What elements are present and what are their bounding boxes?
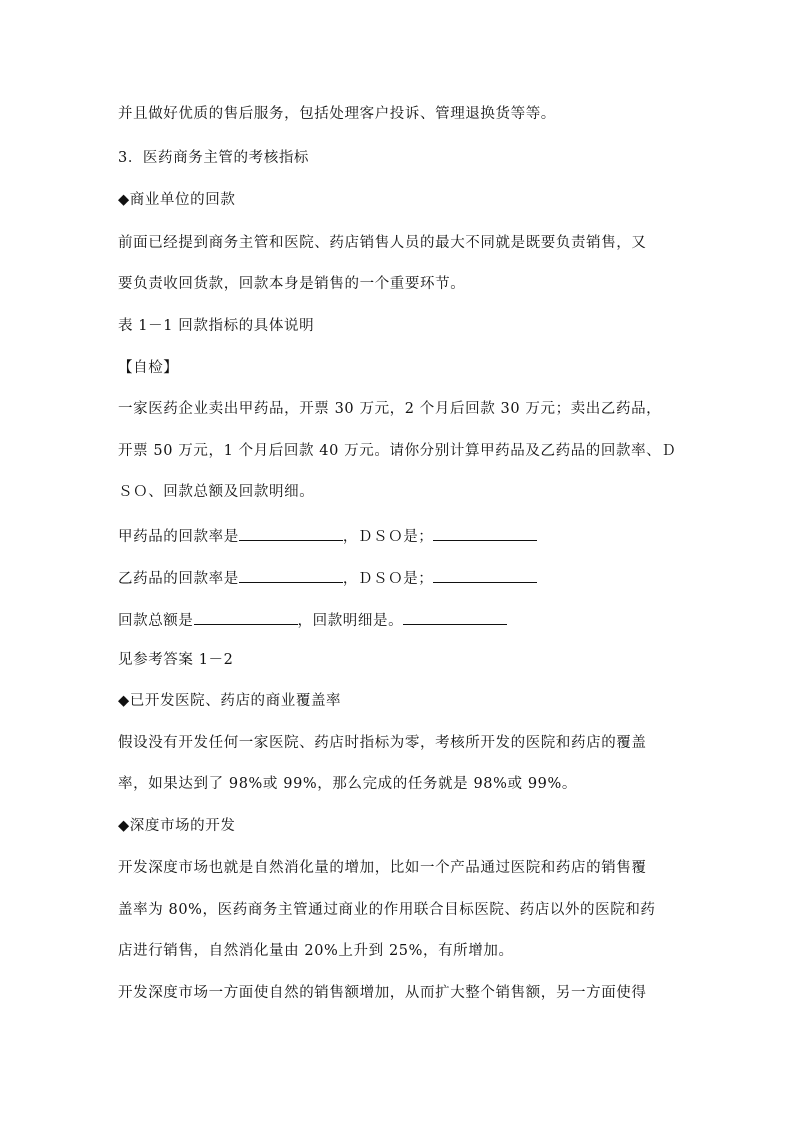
paragraph-line: 开票 50 万元，1 个月后回款 40 万元。请你分别计算甲药品及乙药品的回款率、Ｄ xyxy=(118,443,677,459)
fill-in-question xyxy=(118,566,537,589)
paragraph-line: 率，如果达到了 98%或 99%，那么完成的任务就是 98%或 99%。 xyxy=(118,776,577,792)
paragraph-line: ＳＯ、回款总额及回款明细。 xyxy=(118,484,315,500)
question-text: ，ＤＳＯ是； xyxy=(342,571,434,587)
fill-in-question xyxy=(118,608,507,631)
paragraph-line: 假设没有开发任何一家医院、药店时指标为零，考核所开发的医院和药店的覆盖 xyxy=(118,735,647,751)
question-text: ，回款明细是。 xyxy=(297,613,404,629)
bullet-heading: ◆深度市场的开发 xyxy=(118,818,236,834)
question-text: 回款总额是 xyxy=(118,613,194,629)
paragraph-line: 前面已经提到商务主管和医院、药店销售人员的最大不同就是既要负责销售，又 xyxy=(118,235,647,251)
bullet-heading: ◆已开发医院、药店的商业覆盖率 xyxy=(118,693,342,709)
bullet-heading: ◆商业单位的回款 xyxy=(118,192,236,208)
paragraph-line: 店进行销售，自然消化量由 20%上升到 25%，有所增加。 xyxy=(118,943,514,959)
answer-blank[interactable] xyxy=(239,524,343,541)
section-heading: 3．医药商务主管的考核指标 xyxy=(118,150,310,166)
question-text: 乙药品的回款率是 xyxy=(118,571,239,587)
answer-blank[interactable] xyxy=(239,566,343,583)
self-check-label: 【自检】 xyxy=(118,360,179,376)
question-text: 甲药品的回款率是 xyxy=(118,529,239,545)
paragraph-line: 开发深度市场一方面使自然的销售额增加，从而扩大整个销售额，另一方面使得 xyxy=(118,985,647,1001)
fill-in-question xyxy=(118,524,537,547)
paragraph-line: 一家医药企业卖出甲药品，开票 30 万元，2 个月后回款 30 万元；卖出乙药品， xyxy=(118,401,662,417)
answer-reference: 见参考答案 1－2 xyxy=(118,652,234,668)
answer-blank[interactable] xyxy=(433,524,537,541)
paragraph-line: 盖率为 80%，医药商务主管通过商业的作用联合目标医院、药店以外的医院和药 xyxy=(118,902,656,918)
answer-blank[interactable] xyxy=(403,608,507,625)
answer-blank[interactable] xyxy=(433,566,537,583)
table-caption: 表 1－1 回款指标的具体说明 xyxy=(118,318,315,334)
question-text: ，ＤＳＯ是； xyxy=(342,529,434,545)
paragraph-line: 开发深度市场也就是自然消化量的增加，比如一个产品通过医院和药店的销售覆 xyxy=(118,860,647,876)
answer-blank[interactable] xyxy=(194,608,298,625)
paragraph-line: 并且做好优质的售后服务，包括处理客户投诉、管理退换货等等。 xyxy=(118,106,556,122)
paragraph-line: 要负责收回货款，回款本身是销售的一个重要环节。 xyxy=(118,276,466,292)
